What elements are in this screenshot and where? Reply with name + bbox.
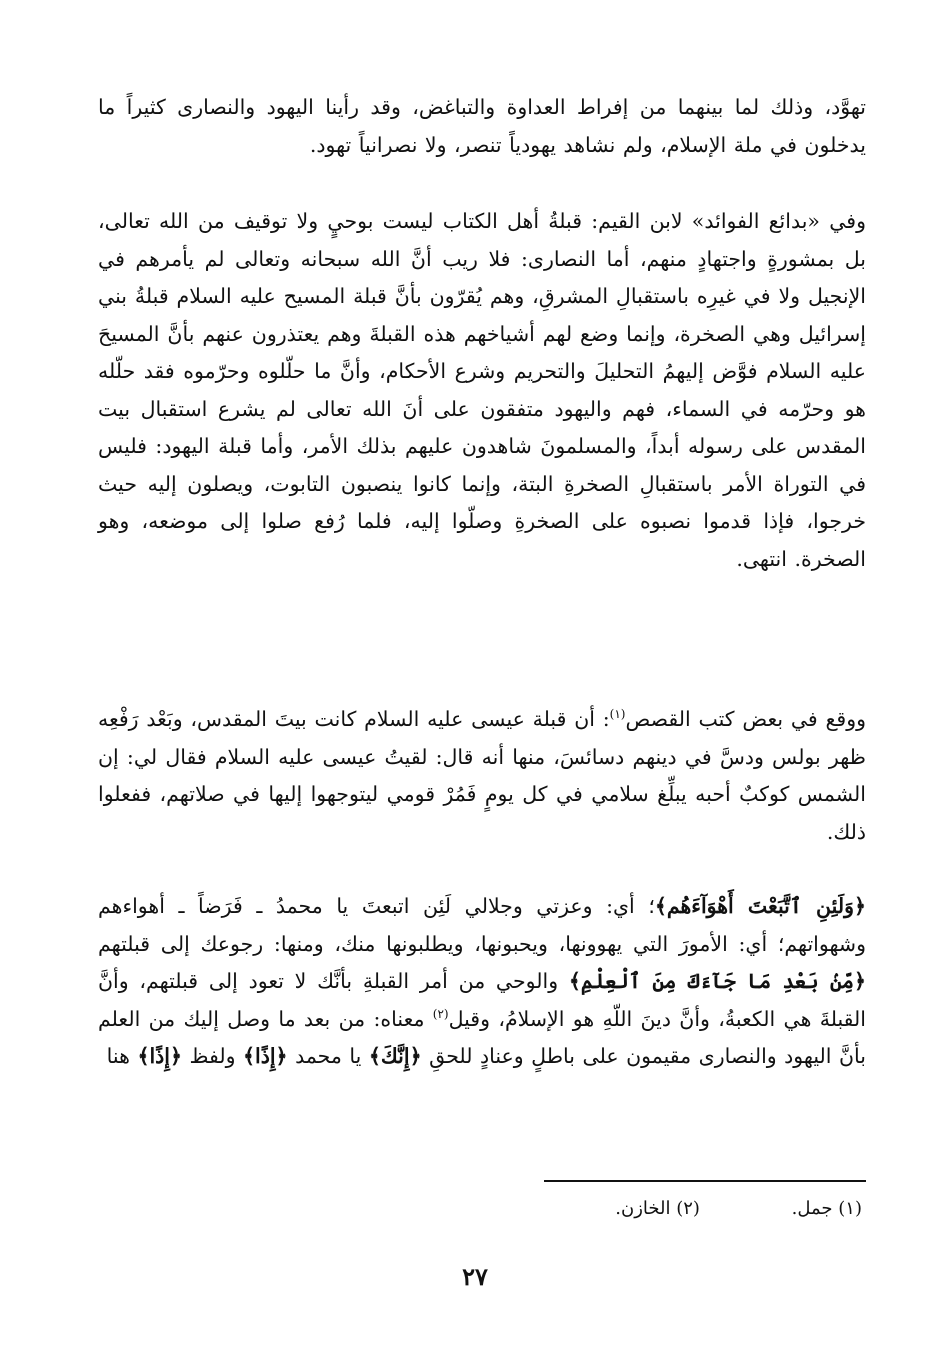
footnote-1: (١) جمل. (791, 1198, 862, 1219)
footnote-ref-2: (٢) (432, 1006, 449, 1021)
paragraph-2 (98, 203, 866, 578)
paragraph-3-text (98, 701, 866, 851)
quran-quote-2: ﴿مِّنۢ بَعْدِ مَا جَآءَكَ مِنَ ٱلْعِلْمِ﴾ (568, 969, 866, 993)
paragraph-3-intro: ووقع في بعض كتب القصص (625, 707, 866, 731)
paragraph-1 (98, 89, 866, 164)
paragraph-4 (98, 888, 866, 1076)
page-number: ٢٧ (462, 1262, 488, 1291)
footnote-divider (544, 1180, 866, 1182)
footnotes (262, 1196, 862, 1222)
paragraph-4-part-3: معناه: من بعد ما وصل إليك من العلم بأنَّ اليهود والنصارى مقيمون على باطلٍ وعنادٍ للحقِ (98, 1006, 866, 1068)
paragraph-3 (98, 701, 866, 851)
paragraph-4-text (98, 888, 866, 1076)
footnote-ref-1: (١) (609, 707, 626, 722)
paragraph-4-part-4: يا محمد (287, 1044, 369, 1068)
quran-quote-1: ﴿وَلَئِنِ ٱتَّبَعْتَ أَهْوَآءَهُم﴾ (654, 894, 866, 918)
paragraph-1-text: تهوَّد، وذلك لما بينهما من إفراط العداوة والتباغض، وقد رأينا اليهود والنصارى كثيراً ما يدخلون في ملة الإسلام، ولم نشاهد يهودياً تنصر، ولا نصرانياً تهود. (98, 95, 866, 157)
footnote-2: (٢) الخازن. (615, 1198, 700, 1219)
quran-quote-3: ﴿إِنَّكَ﴾ (368, 1044, 422, 1068)
paragraph-4-part-2: والوحي من أمر القبلةِ بأنَّك لا تعود إلى قبلتهم، وأنَّ القبلةَ هي الكعبةُ، وأنَّ دينَ اللّهِ هو الإسلامُ، وقيل (98, 969, 866, 1031)
paragraph-4-part-6: هنا (106, 1044, 138, 1068)
paragraph-3-body: : أن قبلة عيسى عليه السلام كانت بيتَ المقدس، وبَعْد رَفْعِه ظهر بولس ودسَّ في دينهم دسائسَ، منها أنه قال: لقيتُ عيسى عليه السلام فقال لي: إن الشمس كوكبٌ أحبه يبلِّغ سلامي في كل يومٍ فَمُرْ قومي ليتوجهوا إليها في صلاتهم، ففعلوا ذلك. (98, 707, 866, 844)
quran-quote-4: ﴿إِذًا﴾ (243, 1044, 288, 1068)
paragraph-2-text: وفي «بدائع الفوائد» لابن القيم: قبلةُ أهل الكتاب ليست بوحيٍ ولا توقيف من الله تعالى، بل بمشورةٍ واجتهادٍ منهم، أما النصارى: فلا ريب أنَّ الله سبحانه وتعالى لم يأمرهم في الإنجيل ولا في غيرِه باستقبالِ المشرقِ، وهم يُقرّون بأنَّ قبلة المسيح عليه السلام قبلةُ بني إسرائيل وهي الصخرة، وإنما وضع لهم أشياخهم هذه القبلةَ وهم يعتذرون عنهم بأنَّ المسيحَ عليه السلام فوَّض إليهمُ التحليلَ والتحريم وشرع الأحكام، وأنَّ ما حلّلوه وحرّموه فقد حلّله هو وحرّمه في السماء، فهم واليهود متفقون على أنَ الله تعالى لم يشرع استقبال بيت المقدس على رسوله أبداً، والمسلمونَ شاهدون عليهم بذلك الأمر، وأما قبلة اليهود: فليس في التوراة الأمر باستقبالِ الصخرةِ البتة، وإنما كانوا ينصبون التابوت، ويصلون إليه حيث خرجوا، فإذا قدموا نصبوه على الصخرةِ وصلّوا إليه، فلما رُفع صلوا إلى موضعه، وهو الصخرة. انتهى. (98, 209, 866, 571)
quran-quote-5: ﴿إِذًا﴾ (137, 1044, 182, 1068)
paragraph-4-part-1: ؛ أي: وعزتي وجلالي لَئِن اتبعتَ يا محمدُ ـ فَرَضاً ـ أهواءهم وشهواتهم؛ أي: الأمورَ التي يهوونها، ويحبونها، ويطلبونها منك، ومنها: رجوعك إلى قبلتهم (98, 894, 866, 956)
paragraph-4-part-5: ولفظ (181, 1044, 243, 1068)
